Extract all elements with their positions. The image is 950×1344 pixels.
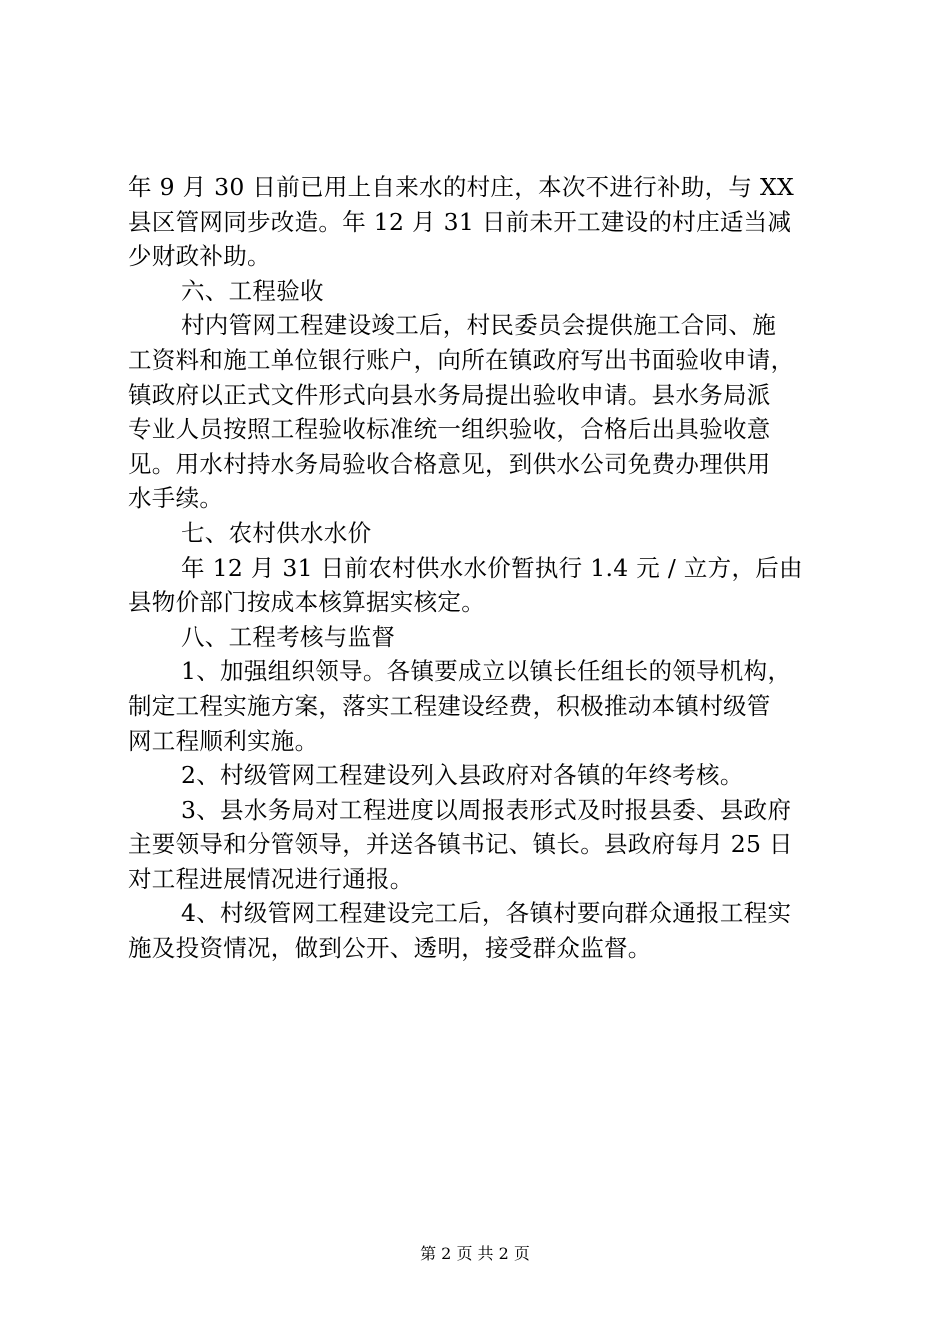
text-line: 专业人员按照工程验收标准统一组织验收，合格后出具验收意	[128, 415, 771, 444]
text-line: 年 12 月 31 日前农村供水水价暂执行 1.4 元 / 立方，后由	[181, 553, 803, 582]
text-line: 县区管网同步改造。年 12 月 31 日前未开工建设的村庄适当减	[128, 207, 792, 236]
text-line: 施及投资情况，做到公开、透明，接受群众监督。	[128, 934, 652, 963]
page-footer: 第 2 页 共 2 页	[420, 1244, 530, 1263]
text-line: 主要领导和分管领导，并送各镇书记、镇长。县政府每月 25 日	[128, 830, 793, 859]
section-heading: 七、农村供水水价	[181, 518, 372, 547]
text-line: 2、村级管网工程建设列入县政府对各镇的年终考核。	[181, 761, 744, 790]
document-body	[128, 170, 838, 966]
text-line: 1、加强组织领导。各镇要成立以镇长任组长的领导机构，	[181, 657, 792, 686]
text-line: 见。用水村持水务局验收合格意见，到供水公司免费办理供用	[128, 449, 771, 478]
text-line: 工资料和施工单位银行账户，向所在镇政府写出书面验收申请，	[128, 345, 795, 374]
section-heading: 八、工程考核与监督	[181, 622, 396, 651]
text-line: 3、县水务局对工程进度以周报表形式及时报县委、县政府	[181, 795, 792, 824]
text-line: 制定工程实施方案，落实工程建设经费，积极推动本镇村级管	[128, 691, 771, 720]
text-line: 网工程顺利实施。	[128, 726, 319, 755]
text-line: 县物价部门按成本核算据实核定。	[128, 588, 485, 617]
text-line: 4、村级管网工程建设完工后，各镇村要向群众通报工程实	[181, 899, 792, 928]
text-line: 村内管网工程建设竣工后，村民委员会提供施工合同、施	[181, 311, 776, 340]
text-line: 水手续。	[128, 484, 224, 513]
text-line: 少财政补助。	[128, 242, 271, 271]
text-line: 年 9 月 30 日前已用上自来水的村庄，本次不进行补助，与 XX	[128, 173, 795, 201]
section-heading: 六、工程验收	[181, 276, 324, 305]
text-line: 对工程进展情况进行通报。	[128, 864, 414, 893]
text-line: 镇政府以正式文件形式向县水务局提出验收申请。县水务局派	[128, 380, 771, 409]
